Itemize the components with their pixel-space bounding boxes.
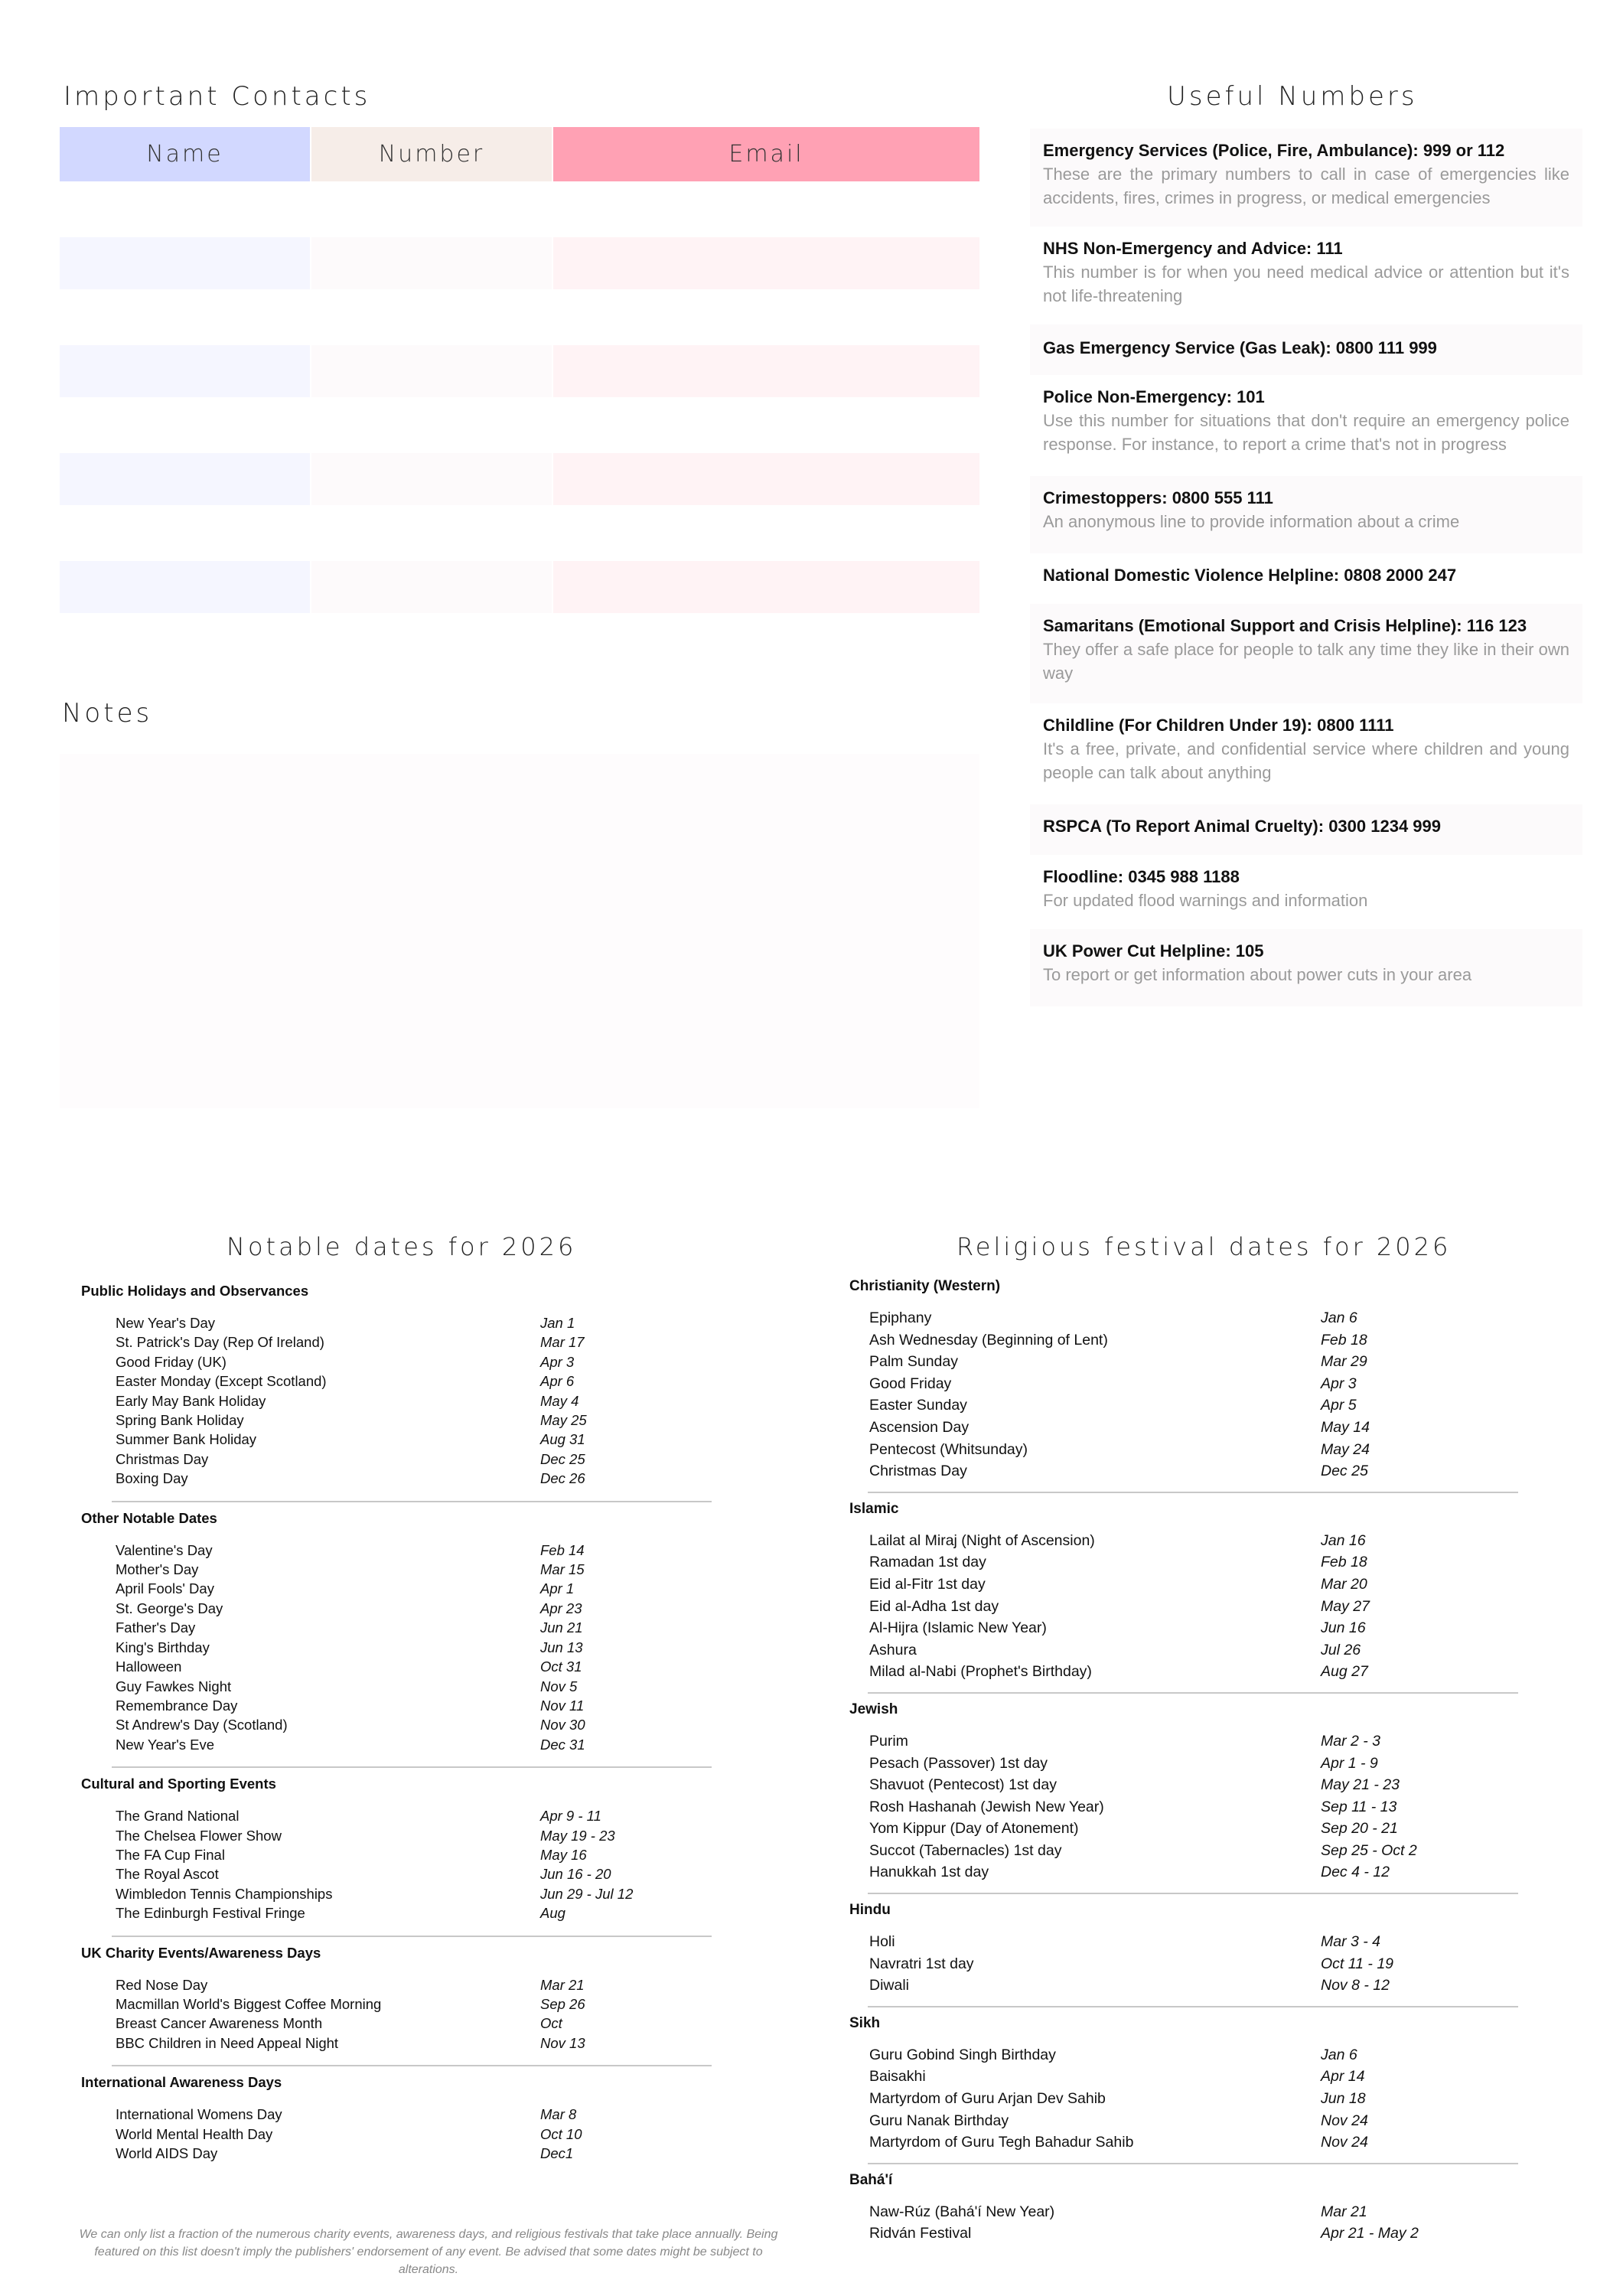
date-section-title: Islamic <box>849 1500 899 1517</box>
section-divider <box>868 2006 1518 2007</box>
date-row <box>81 1618 712 1637</box>
date-row <box>849 1661 1518 1683</box>
date-row <box>849 1953 1518 1975</box>
event-date: Jun 21 <box>540 1619 583 1636</box>
useful-number-title: Gas Emergency Service (Gas Leak): 0800 111 999 <box>1043 338 1437 357</box>
event-date: Sep 26 <box>540 1995 585 2012</box>
event-name: Baisakhi <box>869 2068 926 2086</box>
date-row <box>849 2088 1518 2110</box>
contact-email-cell[interactable] <box>553 237 979 289</box>
date-row <box>81 1677 712 1696</box>
useful-numbers-list <box>1030 129 1582 1006</box>
event-name: World Mental Health Day <box>116 2125 273 2142</box>
event-date: Apr 3 <box>540 1353 575 1370</box>
event-date: Apr 14 <box>1321 2068 1365 2086</box>
event-date: Apr 21 - May 2 <box>1321 2225 1419 2242</box>
event-name: Christmas Day <box>869 1463 967 1480</box>
date-row <box>849 1975 1518 1997</box>
event-date: Nov 11 <box>540 1697 585 1714</box>
useful-number-desc: This number is for when you need medical advice or attention but it's not life-threatening <box>1043 263 1569 305</box>
useful-number-title: UK Power Cut Helpline: 105 <box>1043 941 1264 960</box>
event-name: Summer Bank Holiday <box>116 1431 257 1448</box>
useful-number-item <box>1030 227 1582 325</box>
date-row <box>849 1351 1518 1373</box>
date-row <box>849 1530 1518 1552</box>
useful-number-item <box>1030 553 1582 604</box>
event-date: Sep 11 - 13 <box>1321 1798 1397 1815</box>
date-row <box>81 1696 712 1715</box>
event-name: Shavuot (Pentecost) 1st day <box>869 1776 1057 1794</box>
event-name: World AIDS Day <box>116 2145 218 2161</box>
date-row <box>81 2144 712 2163</box>
date-section-title: Public Holidays and Observances <box>81 1283 309 1299</box>
useful-number-desc: For updated flood warnings and information <box>1043 891 1368 910</box>
date-row <box>849 1931 1518 1953</box>
event-name: Ascension Day <box>869 1418 970 1436</box>
date-row <box>849 1307 1518 1329</box>
event-date: Jun 29 - Jul 12 <box>540 1885 634 1902</box>
event-date: Jun 16 - 20 <box>540 1866 611 1883</box>
event-date: Dec 26 <box>540 1470 585 1487</box>
event-date: Apr 23 <box>540 1600 582 1616</box>
event-name: Guru Gobind Singh Birthday <box>869 2046 1056 2063</box>
event-name: Macmillan World's Biggest Coffee Morning <box>116 1995 382 2012</box>
event-date: Sep 20 - 21 <box>1321 1820 1398 1838</box>
date-section <box>81 1776 712 1936</box>
useful-number-title: Floodline: 0345 988 1188 <box>1043 867 1240 886</box>
date-section <box>849 2015 1518 2164</box>
contact-email-cell[interactable] <box>553 453 979 505</box>
event-date: Jun 16 <box>1321 1619 1366 1637</box>
date-row <box>849 1861 1518 1883</box>
useful-number-item <box>1030 929 1582 1006</box>
event-name: King's Birthday <box>116 1639 210 1655</box>
date-row <box>849 1417 1518 1439</box>
event-name: The FA Cup Final <box>116 1846 225 1863</box>
event-date: Mar 29 <box>1321 1353 1367 1371</box>
event-date: Dec 31 <box>540 1736 585 1753</box>
event-name: Al-Hijra (Islamic New Year) <box>869 1619 1047 1637</box>
event-name: St. Patrick's Day (Rep Of Ireland) <box>116 1334 324 1351</box>
useful-number-title: NHS Non-Emergency and Advice: 111 <box>1043 239 1343 258</box>
useful-number-desc: They offer a safe place for people to talk any time they like in their own way <box>1043 640 1569 683</box>
section-divider <box>868 1492 1518 1493</box>
event-name: Diwali <box>869 1977 910 1994</box>
event-name: International Womens Day <box>116 2106 282 2123</box>
event-date: May 21 - 23 <box>1321 1776 1400 1794</box>
event-date: Feb 18 <box>1321 1554 1367 1571</box>
event-name: Holi <box>869 1933 895 1951</box>
date-row <box>81 2105 712 2124</box>
event-name: Hanukkah 1st day <box>869 1864 989 1881</box>
date-section <box>849 1501 1518 1694</box>
date-row <box>81 1313 712 1332</box>
event-name: New Year's Eve <box>116 1736 214 1753</box>
date-row <box>81 1599 712 1618</box>
date-row <box>849 2223 1518 2245</box>
event-name: Ash Wednesday (Beginning of Lent) <box>869 1331 1108 1349</box>
date-section-title: UK Charity Events/Awareness Days <box>81 1944 321 1961</box>
event-date: Mar 17 <box>540 1334 585 1351</box>
useful-number-title: National Domestic Violence Helpline: 0808 2000 247 <box>1043 566 1457 585</box>
event-date: Apr 1 - 9 <box>1321 1754 1378 1772</box>
section-divider <box>868 2163 1518 2164</box>
event-name: Eid al-Adha 1st day <box>869 1597 999 1615</box>
event-name: Palm Sunday <box>869 1353 958 1371</box>
date-row <box>81 1657 712 1676</box>
event-date: Jan 16 <box>1321 1531 1366 1549</box>
disclaimer: We can only list a fraction of the numerous charity events, awareness days, and religious festivals that take place annually. Being featured on this list doesn't imply the publishers' endorsement of any event. Be advised that some dates might be subject to alterations. <box>79 2228 778 2276</box>
event-date: Feb 18 <box>1321 1331 1367 1349</box>
event-date: Nov 13 <box>540 2034 585 2051</box>
event-name: Pentecost (Whitsunday) <box>869 1440 1028 1458</box>
event-name: The Chelsea Flower Show <box>116 1827 282 1844</box>
event-date: Apr 9 - 11 <box>540 1808 601 1825</box>
date-row <box>81 1864 712 1883</box>
event-date: Nov 5 <box>540 1678 578 1694</box>
event-name: Navratri 1st day <box>869 1955 974 1972</box>
event-name: Naw-Rúz (Bahá'í New Year) <box>869 2203 1055 2220</box>
notes-area[interactable] <box>60 754 979 1108</box>
date-row <box>81 1371 712 1391</box>
event-date: Mar 2 - 3 <box>1321 1732 1381 1750</box>
event-name: Easter Sunday <box>869 1397 967 1414</box>
date-row <box>849 1617 1518 1639</box>
event-name: The Grand National <box>116 1808 240 1825</box>
date-row <box>81 1430 712 1449</box>
date-row <box>849 1460 1518 1482</box>
event-name: Martyrdom of Guru Arjan Dev Sahib <box>869 2090 1106 2108</box>
event-date: Mar 15 <box>540 1561 585 1578</box>
date-row <box>81 1332 712 1352</box>
event-name: Ramadan 1st day <box>869 1554 986 1571</box>
date-row <box>81 1735 712 1754</box>
event-date: May 25 <box>540 1412 587 1429</box>
event-name: Remembrance Day <box>116 1697 238 1714</box>
useful-number-item <box>1030 703 1582 804</box>
event-name: Good Friday (UK) <box>116 1353 227 1370</box>
section-divider <box>868 1692 1518 1694</box>
event-name: Valentine's Day <box>116 1541 213 1558</box>
notable-dates-title: Notable dates for 2026 <box>227 1232 577 1261</box>
date-section <box>849 1902 1518 2007</box>
date-section-title: Jewish <box>849 1701 898 1717</box>
date-row <box>81 1391 712 1411</box>
date-row <box>81 1560 712 1579</box>
event-name: Rosh Hashanah (Jewish New Year) <box>869 1798 1104 1815</box>
date-row <box>849 1439 1518 1461</box>
event-date: Jun 18 <box>1321 2090 1366 2108</box>
event-date: May 14 <box>1321 1418 1370 1436</box>
event-date: Aug 31 <box>540 1431 585 1448</box>
contact-name-cell[interactable] <box>60 345 310 397</box>
event-name: Wimbledon Tennis Championships <box>116 1885 333 1902</box>
date-row <box>81 2014 712 2033</box>
date-row <box>81 1994 712 2014</box>
date-row <box>849 1639 1518 1662</box>
date-row <box>849 2044 1518 2066</box>
column-header-number: Number <box>311 127 552 181</box>
notes-title: Notes <box>62 698 153 729</box>
contact-row <box>60 237 979 289</box>
event-name: Good Friday <box>869 1375 952 1392</box>
date-row <box>81 1975 712 1994</box>
date-row <box>81 1450 712 1469</box>
event-date: Mar 21 <box>1321 2203 1367 2220</box>
date-section-title: International Awareness Days <box>81 2074 282 2091</box>
event-name: Breast Cancer Awareness Month <box>116 2015 323 2032</box>
useful-number-item <box>1030 325 1582 375</box>
useful-number-item <box>1030 604 1582 703</box>
useful-number-desc: To report or get information about power cuts in your area <box>1043 965 1472 984</box>
date-row <box>81 1826 712 1845</box>
date-row <box>81 1469 712 1488</box>
event-date: Apr 3 <box>1321 1375 1357 1392</box>
date-section <box>81 1510 712 1768</box>
useful-number-item <box>1030 129 1582 227</box>
event-name: BBC Children in Need Appeal Night <box>116 2034 339 2051</box>
event-date: Aug 27 <box>1321 1663 1368 1681</box>
date-row <box>849 1373 1518 1395</box>
event-date: Oct 31 <box>540 1658 582 1675</box>
contact-email-cell[interactable] <box>553 561 979 613</box>
useful-number-title: Emergency Services (Police, Fire, Ambulance): 999 or 112 <box>1043 141 1505 160</box>
event-name: Boxing Day <box>116 1470 188 1487</box>
date-section <box>849 2172 1518 2245</box>
date-row <box>81 1715 712 1734</box>
date-row <box>81 1352 712 1371</box>
date-section <box>849 1278 1518 1493</box>
event-date: Dec 25 <box>540 1450 585 1467</box>
date-section-title: Hindu <box>849 1902 891 1919</box>
event-name: Ridván Festival <box>869 2225 972 2242</box>
contact-name-cell[interactable] <box>60 237 310 289</box>
event-name: Early May Bank Holiday <box>116 1392 266 1409</box>
date-row <box>849 1596 1518 1618</box>
event-name: Father's Day <box>116 1619 196 1636</box>
date-section <box>81 1283 712 1502</box>
useful-number-desc: Use this number for situations that don't require an emergency police response. For instance, to report a crime that's not in progress <box>1043 411 1569 454</box>
event-date: Dec 4 - 12 <box>1321 1864 1390 1881</box>
event-date: Apr 6 <box>540 1373 575 1390</box>
contact-name-cell[interactable] <box>60 453 310 505</box>
date-section <box>81 1945 712 2067</box>
contacts-table <box>60 127 979 613</box>
event-name: St Andrew's Day (Scotland) <box>116 1717 288 1733</box>
event-date: Jul 26 <box>1321 1641 1361 1658</box>
contact-number-cell[interactable] <box>311 237 552 289</box>
useful-number-item <box>1030 476 1582 553</box>
event-date: Nov 24 <box>1321 2112 1368 2129</box>
date-row <box>849 1774 1518 1796</box>
date-row <box>849 1840 1518 1862</box>
event-name: April Fools' Day <box>116 1580 214 1597</box>
event-date: Dec 25 <box>1321 1463 1368 1480</box>
event-name: Guru Nanak Birthday <box>869 2112 1009 2129</box>
section-divider <box>868 1893 1518 1894</box>
useful-number-desc: These are the primary numbers to call in case of emergencies like accidents, fires, crimes in progress, or medical emergencies <box>1043 165 1569 207</box>
event-date: Dec1 <box>540 2145 574 2161</box>
useful-number-desc: An anonymous line to provide information about a crime <box>1043 512 1460 531</box>
event-date: Mar 8 <box>540 2106 577 2123</box>
date-section-title: Christianity (Western) <box>849 1278 1001 1294</box>
useful-number-title: Childline (For Children Under 19): 0800 1111 <box>1043 716 1394 735</box>
event-date: Nov 8 - 12 <box>1321 1977 1390 1994</box>
event-date: May 24 <box>1321 1440 1370 1458</box>
event-name: Red Nose Day <box>116 1976 208 1993</box>
contact-number-cell[interactable] <box>311 561 552 613</box>
contact-number-cell[interactable] <box>311 453 552 505</box>
event-name: Spring Bank Holiday <box>116 1412 244 1429</box>
event-date: Mar 3 - 4 <box>1321 1933 1381 1951</box>
section-divider <box>112 2065 712 2066</box>
contact-row <box>60 453 979 505</box>
event-date: Oct 10 <box>540 2125 582 2142</box>
date-section-title: Other Notable Dates <box>81 1509 217 1526</box>
event-name: Mother's Day <box>116 1561 199 1578</box>
section-divider <box>112 1766 712 1768</box>
useful-number-item <box>1030 804 1582 855</box>
event-date: Mar 20 <box>1321 1575 1367 1593</box>
date-row <box>81 2033 712 2053</box>
date-row <box>849 1818 1518 1840</box>
date-row <box>849 1574 1518 1596</box>
date-row <box>81 2125 712 2144</box>
date-row <box>81 1638 712 1657</box>
event-date: Apr 1 <box>540 1580 575 1597</box>
useful-number-title: RSPCA (To Report Animal Cruelty): 0300 1234 999 <box>1043 817 1442 836</box>
date-row <box>849 2066 1518 2088</box>
useful-number-item <box>1030 855 1582 929</box>
useful-number-title: Crimestoppers: 0800 555 111 <box>1043 488 1273 507</box>
religious-dates-list <box>849 1278 1518 2245</box>
date-row <box>81 1903 712 1923</box>
event-name: Succot (Tabernacles) 1st day <box>869 1841 1062 1859</box>
event-date: May 16 <box>540 1846 587 1863</box>
event-name: Christmas Day <box>116 1450 209 1467</box>
date-row <box>849 2201 1518 2223</box>
date-row <box>81 1411 712 1430</box>
contact-row <box>60 561 979 613</box>
date-row <box>849 1796 1518 1818</box>
event-date: Jan 6 <box>1321 1309 1357 1326</box>
event-date: Mar 21 <box>540 1976 585 1993</box>
event-date: May 27 <box>1321 1597 1370 1615</box>
event-name: Martyrdom of Guru Tegh Bahadur Sahib <box>869 2134 1134 2151</box>
event-name: New Year's Day <box>116 1315 216 1331</box>
event-name: Yom Kippur (Day of Atonement) <box>869 1820 1079 1838</box>
date-row <box>849 1551 1518 1574</box>
date-row <box>81 1541 712 1560</box>
event-date: May 4 <box>540 1392 579 1409</box>
date-section <box>849 1701 1518 1894</box>
date-row <box>849 1730 1518 1753</box>
event-date: Jun 13 <box>540 1639 583 1655</box>
contact-email-cell[interactable] <box>553 345 979 397</box>
date-row <box>849 2110 1518 2132</box>
useful-number-title: Police Non-Emergency: 101 <box>1043 387 1265 406</box>
event-date: Feb 14 <box>540 1541 585 1558</box>
event-date: Oct 11 - 19 <box>1321 1955 1394 1972</box>
event-date: Sep 25 - Oct 2 <box>1321 1841 1417 1859</box>
event-date: Aug <box>540 1905 565 1922</box>
useful-numbers-title: Useful Numbers <box>1167 81 1418 112</box>
event-date: Apr 5 <box>1321 1397 1357 1414</box>
event-name: Milad al-Nabi (Prophet's Birthday) <box>869 1663 1092 1681</box>
event-name: Guy Fawkes Night <box>116 1678 232 1694</box>
section-divider <box>112 1501 712 1502</box>
useful-number-desc: It's a free, private, and confidential service where children and young people can talk about anything <box>1043 739 1569 782</box>
event-name: Pesach (Passover) 1st day <box>869 1754 1048 1772</box>
event-name: The Edinburgh Festival Fringe <box>116 1905 305 1922</box>
section-divider <box>112 1936 712 1937</box>
notable-dates-list <box>81 1283 712 2163</box>
column-header-email: Email <box>553 127 979 181</box>
contacts-title: Important Contacts <box>64 81 371 112</box>
contact-name-cell[interactable] <box>60 561 310 613</box>
event-date: Jan 6 <box>1321 2046 1357 2063</box>
date-section-title: Cultural and Sporting Events <box>81 1776 276 1792</box>
date-row <box>81 1579 712 1598</box>
date-row <box>81 1845 712 1864</box>
date-row <box>849 2131 1518 2154</box>
event-name: Easter Monday (Except Scotland) <box>116 1373 327 1390</box>
contact-number-cell[interactable] <box>311 345 552 397</box>
contacts-header <box>60 127 979 181</box>
event-name: Epiphany <box>869 1309 932 1326</box>
date-row <box>81 1884 712 1903</box>
event-date: Oct <box>540 2015 562 2032</box>
useful-number-item <box>1030 375 1582 476</box>
date-row <box>849 1753 1518 1775</box>
useful-number-title: Samaritans (Emotional Support and Crisis Helpline): 116 123 <box>1043 616 1527 635</box>
contact-row <box>60 345 979 397</box>
event-name: Ashura <box>869 1641 917 1658</box>
event-date: May 19 - 23 <box>540 1827 615 1844</box>
event-name: St. George's Day <box>116 1600 223 1616</box>
date-section <box>81 2074 712 2163</box>
event-name: Halloween <box>116 1658 182 1675</box>
column-header-name: Name <box>60 127 310 181</box>
event-name: The Royal Ascot <box>116 1866 219 1883</box>
event-name: Eid al-Fitr 1st day <box>869 1575 986 1593</box>
religious-dates-title: Religious festival dates for 2026 <box>957 1232 1452 1261</box>
event-name: Purim <box>869 1732 908 1750</box>
event-name: Lailat al Miraj (Night of Ascension) <box>869 1531 1095 1549</box>
date-row <box>849 1329 1518 1352</box>
date-row <box>849 1394 1518 1417</box>
date-section-title: Bahá'í <box>849 2171 893 2188</box>
date-section-title: Sikh <box>849 2014 881 2031</box>
date-row <box>81 1806 712 1825</box>
event-date: Jan 1 <box>540 1315 575 1331</box>
event-date: Nov 24 <box>1321 2134 1368 2151</box>
event-date: Nov 30 <box>540 1717 585 1733</box>
